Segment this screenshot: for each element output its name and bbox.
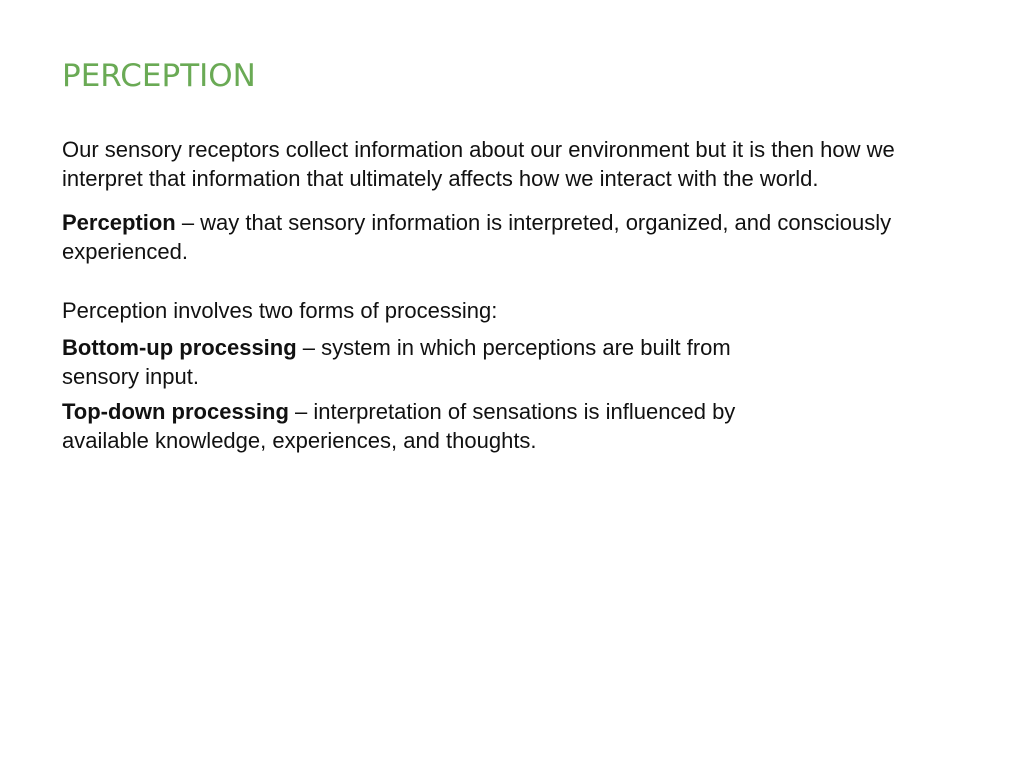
intro-line-1: Our sensory receptors collect information about our environment but it is then how we bbox=[62, 137, 895, 162]
bottom-up-def-line-2: sensory input. bbox=[62, 364, 199, 389]
bottom-up-def-line-1: – system in which perceptions are built from bbox=[296, 335, 731, 360]
top-down-term: Top-down processing bbox=[62, 399, 289, 424]
top-down-def-line-2: available knowledge, experiences, and thoughts. bbox=[62, 428, 537, 453]
top-down-def-line-1: – interpretation of sensations is influenced by bbox=[288, 399, 736, 424]
processing-intro: Perception involves two forms of processing: bbox=[62, 298, 498, 323]
perception-def-line-2: experienced. bbox=[62, 239, 188, 264]
intro-line-2: interpret that information that ultimately affects how we interact with the world. bbox=[62, 166, 819, 191]
bottom-up-term: Bottom-up processing bbox=[62, 335, 297, 360]
slide-title: PERCEPTION bbox=[62, 58, 256, 94]
perception-definition bbox=[62, 208, 1002, 266]
perception-def-line-1: – way that sensory information is interpreted, organized, and consciously bbox=[175, 210, 892, 235]
bottom-up-definition bbox=[62, 333, 822, 391]
top-down-definition bbox=[62, 397, 822, 455]
intro-paragraph bbox=[62, 135, 1002, 193]
perception-term: Perception bbox=[62, 210, 176, 235]
